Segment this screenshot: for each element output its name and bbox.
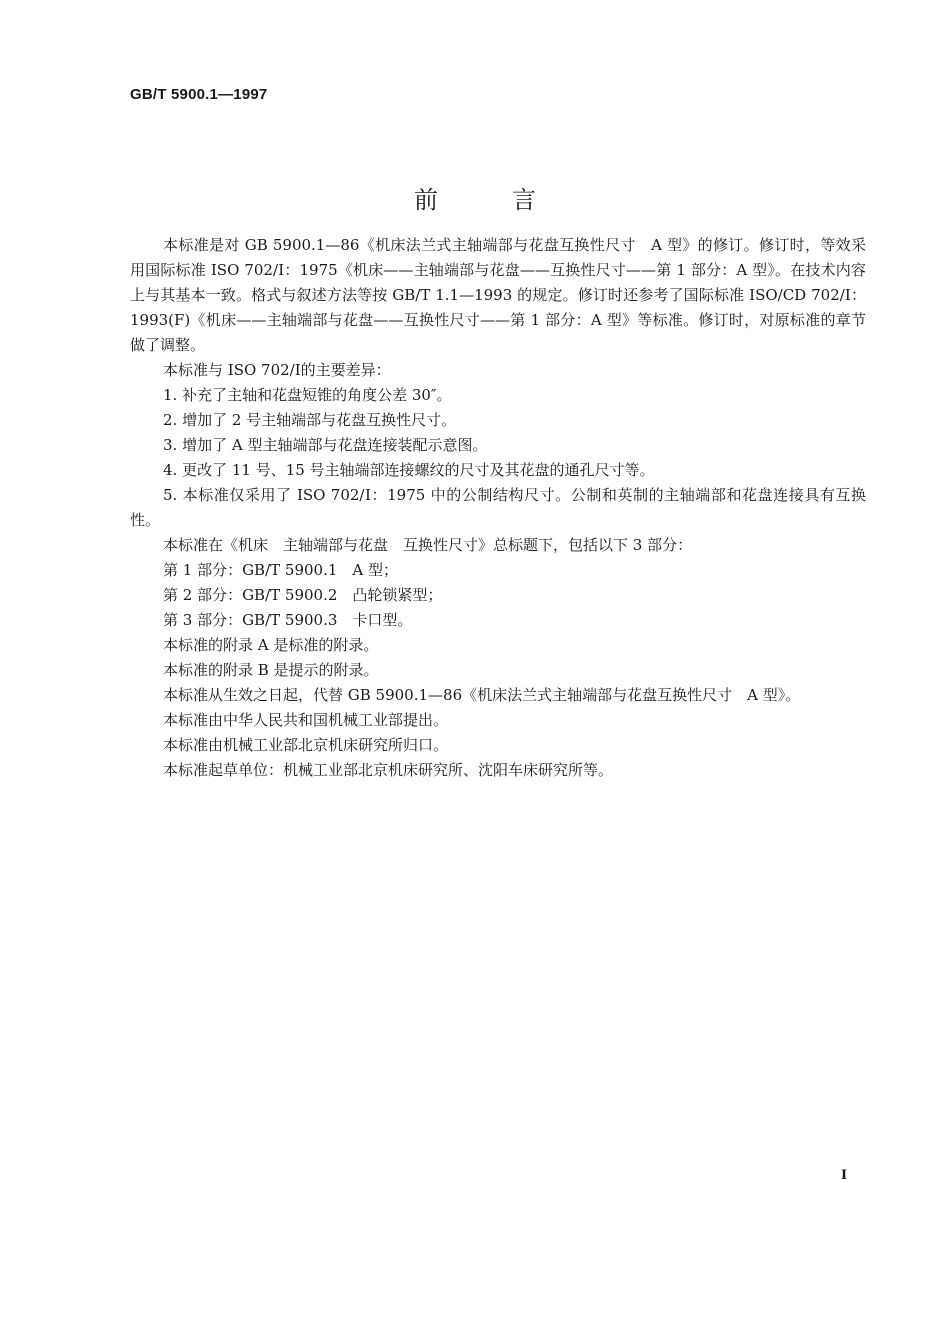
paragraph: 本标准起草单位：机械工业部北京机床研究所、沈阳车床研究所等。 [163, 761, 614, 779]
foreword-body [130, 233, 866, 783]
paragraph: 本标准的附录 B 是提示的附录。 [163, 661, 379, 679]
paragraph: 本标准由中华人民共和国机械工业部提出。 [163, 711, 449, 729]
document-number: GB/T 5900.1—1997 [130, 86, 268, 103]
paragraph: 本标准由机械工业部北京机床研究所归口。 [163, 736, 449, 754]
paragraph: 本标准是对 GB 5900.1—86《机床法兰式主轴端部与花盘互换性尺寸 A 型》的修订。修订时，等效采用国际标准 ISO 702/Ⅰ：1975《机床——主轴端部与花盘——互换性尺寸——第 1 部分：A 型》。在技术内容上与其基本一致。格式与叙述方法等按 GB/T 1.1—1993 的规定。修订时还参考了国际标准 ISO/CD 702/Ⅰ：1993(F)《机床——主轴端部与花盘——互换性尺寸——第 1 部分：A 型》等标准。修订时，对原标准的章节做了调整。 [130, 236, 866, 354]
list-item: 第 1 部分：GB/T 5900.1 A 型； [163, 561, 398, 579]
paragraph: 本标准与 ISO 702/Ⅰ的主要差异： [163, 361, 391, 379]
list-item: 1. 补充了主轴和花盘短锥的角度公差 30″。 [163, 386, 452, 404]
page-number: I [841, 1168, 848, 1183]
paragraph: 本标准在《机床 主轴端部与花盘 互换性尺寸》总标题下，包括以下 3 部分： [163, 536, 693, 554]
paragraph: 本标准从生效之日起，代替 GB 5900.1—86《机床法兰式主轴端部与花盘互换性尺寸 A 型》。 [163, 686, 801, 704]
paragraph: 本标准的附录 A 是标准的附录。 [163, 636, 379, 654]
list-item: 2. 增加了 2 号主轴端部与花盘互换性尺寸。 [163, 411, 457, 429]
list-item: 5. 本标准仅采用了 ISO 702/Ⅰ：1975 中的公制结构尺寸。公制和英制的主轴端部和花盘连接具有互换性。 [130, 486, 866, 529]
list-item: 第 2 部分：GB/T 5900.2 凸轮锁紧型； [163, 586, 443, 604]
page-title: 前言 [414, 186, 610, 214]
list-item: 4. 更改了 11 号、15 号主轴端部连接螺纹的尺寸及其花盘的通孔尺寸等。 [163, 461, 655, 479]
list-item: 第 3 部分：GB/T 5900.3 卡口型。 [163, 611, 413, 629]
list-item: 3. 增加了 A 型主轴端部与花盘连接装配示意图。 [163, 436, 488, 454]
